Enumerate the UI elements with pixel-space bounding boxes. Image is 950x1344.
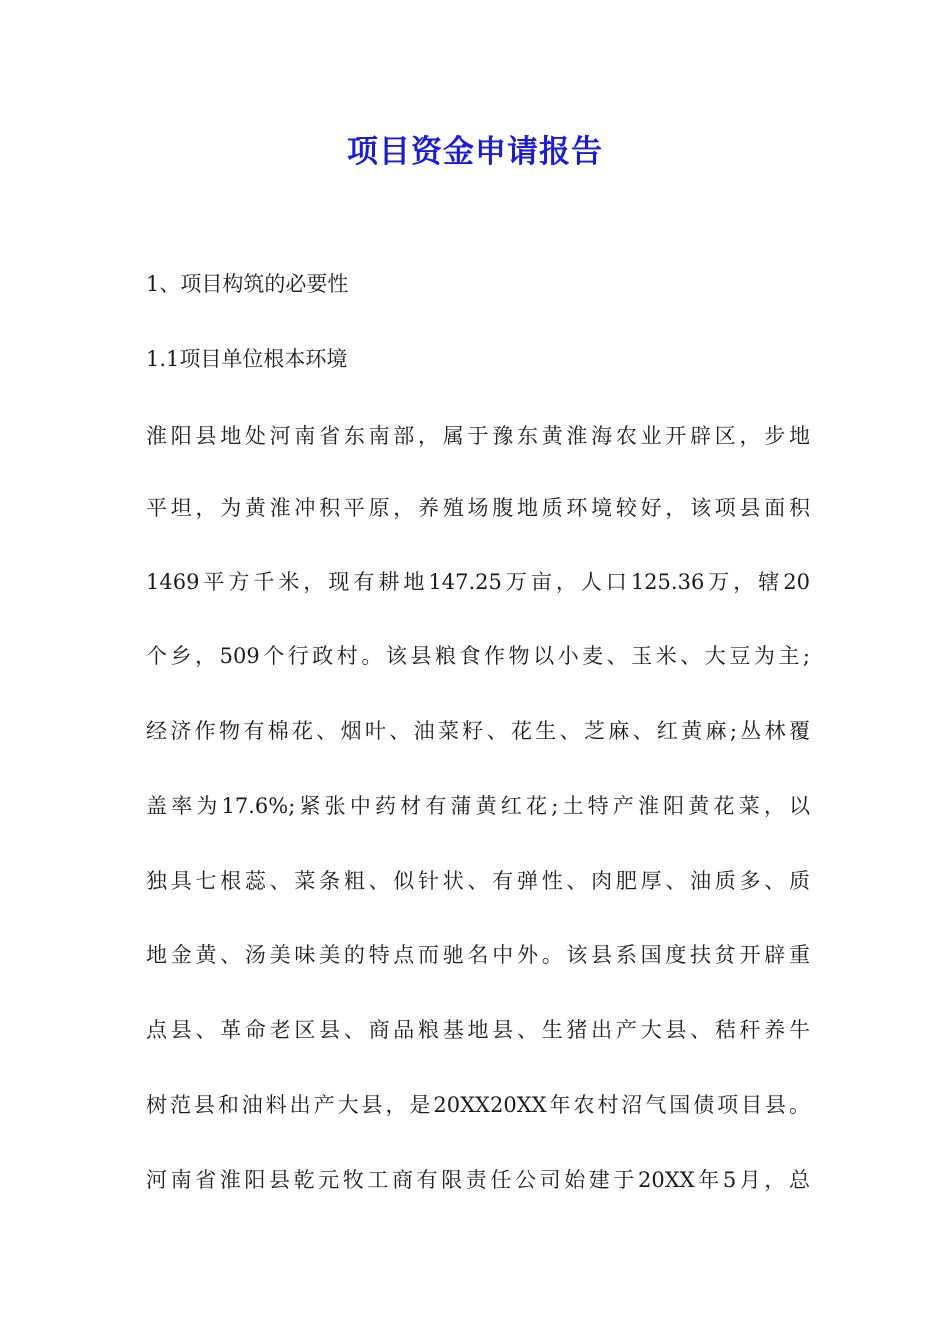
document-title: 项目资金申请报告 <box>347 134 603 170</box>
body-line-2: 平坦，为黄淮冲积平原，养殖场腹地质环境较好，该项县面积 <box>146 496 810 520</box>
body-line-3: 1469平方千米，现有耕地147.25万亩，人口125.36万，辖20 <box>146 570 810 594</box>
section-heading-1-1: 1.1项目单位根本环境 <box>146 347 348 371</box>
body-line-5: 经济作物有棉花、烟叶、油菜籽、花生、芝麻、红黄麻;丛林覆 <box>146 719 810 743</box>
body-line-1: 淮阳县地处河南省东南部，属于豫东黄淮海农业开辟区，步地 <box>146 424 810 448</box>
body-line-9: 点县、革命老区县、商品粮基地县、生猪出产大县、秸秆养牛 <box>146 1018 810 1042</box>
body-line-7: 独具七根蕊、菜条粗、似针状、有弹性、肉肥厚、油质多、质 <box>146 869 810 893</box>
section-heading-1: 1、项目构筑的必要性 <box>146 272 349 296</box>
body-line-6: 盖率为17.6%;紧张中药材有蒲黄红花;土特产淮阳黄花菜，以 <box>146 794 810 818</box>
body-line-10: 树范县和油料出产大县，是20XX20XX年农村沼气国债项目县。 <box>146 1093 810 1117</box>
body-line-8: 地金黄、汤美味美的特点而驰名中外。该县系国度扶贫开辟重 <box>146 943 810 967</box>
body-line-4: 个乡，509个行政村。该县粮食作物以小麦、玉米、大豆为主; <box>146 644 810 668</box>
body-line-11: 河南省淮阳县乾元牧工商有限责任公司始建于20XX年5月，总 <box>146 1168 810 1192</box>
